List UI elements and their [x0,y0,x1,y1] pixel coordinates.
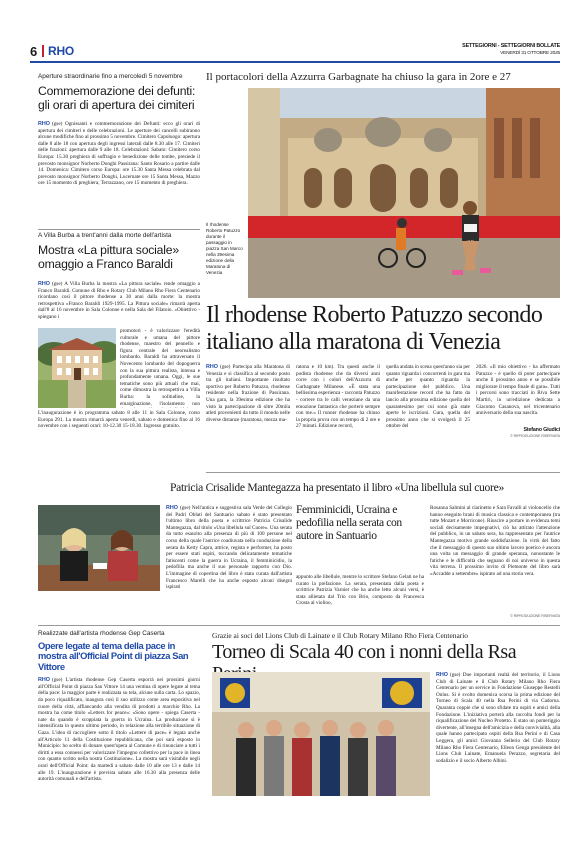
article-body-bottom: L'inaugurazione è in programma sabato 8 alle 11 in Sala Colonne, corso Europa 291. La mostra rimarrà aperta venerdì, sabato e domenica fino al 16 novembre con i seguenti orari: 10-12.30 15-18.30. Ingresso gratuito. [38,410,200,430]
article-peace-exhibition [38,630,200,810]
article-copyright: © RIPRODUZIONE RISERVATA [510,614,560,618]
article-kicker: Aperture straordinarie fino a mercoledì 5 novembre [38,73,183,80]
divider [38,625,560,626]
article-baraldi-exhibition [38,232,200,472]
article-body: RHO (gse) L'artista rhodense Gep Caserta esporrà nei prossimi giorni all'Official Point di piazza San Vittore 14 una ventina di opere legate al tema della pace: la maggior parte è realizzata su tela, alcune sulla carta. Lo spazio, da poco riqualificato, inaugura così il suo utilizzo come area espositiva nel cuore della città, affiancando alla vendita di prodotti a marchio Rho. La mostra ha come titolo «Letters for peace»: «Sono opere - spiega Caserta - nate da quando è scoppiata la guerra in Ucraina. La produzione si è intensificata in questo ultimo periodo, in relazione alla terribile situazione di Gaza. L'idea di raccogliere sotto il titolo «Lettere di pace» è legata anche all'Articolo 11 della Costituzione repubblicana, che poi sarà esposto in Municipio: ho scelto di donare quest'opera al Comune e di rinunciare a tutti i diritti a essa connessi per valorizzare l'impegno collettivo per la pace in linea con quanto scritto nella nostra Costituzione». La mostra sarà visitabile negli orari dell'Official Point: da martedì a sabato dalle 10 alle ore 13 e dalle 14 alle 19. L'inaugurazione è prevista sabato alle 16.30 alla presenza delle autorità comunali e dell'artista. [38,677,200,783]
article-headline: Commemorazione dei defunti: gli orari di apertura dei cimiteri [38,84,196,112]
article-headline: Patricia Crisalide Mantegazza ha presentato il libro «Una libellula sul cuore» [170,481,504,494]
article-col-2b: appunto alle libellule, mentre lo scrittore Stefano Gelati ne ha curato la prefazione. La serata, presentata dalla poeta e scrittrice Patrizia Varnier che ha anche letto alcuni versi, è stata allietata dal Trio con Brio, composto da Francesca Crosta al violino, [296,574,424,607]
article-subheadline: Femminicidi, Ucraina e pedofilia nella serata con autore in Santuario [296,503,402,543]
article-kicker: A Villa Burba a trent'anni dalla morte dell'artista [38,232,172,239]
article-body: RHO (gse) Ognissanti e commemorazione dei Defunti: ecco gli orari di apertura dei cimiteri e delle celebrazioni. Le aperture dei cancelli subiranno alcune modifiche fino al prossimo 5 novembre. Cimitero Capoluogo: apertura dalle 8 alle 18 con apertura degli ingressi laterali dalle 8.30 alle 17. Cimiteri delle frazioni: apertura dalle 9 alle 18. Celebrazioni: Sabato: Cimitero corso Europa: 15.30 preghiera di suffragio e benedizione delle tombe, presiede il prevosto monsignor Norberto Donghi Passirana: Santo Rosario a partire dalle 14. Domenica: Cimitero corso Europa: ore 15.30 Santa Messa celebrata dal prevosto monsignor Norberto Donghi, Lucernate ore 15 Santa Messa, Mazzo ore 15 momento di preghiera, Terrazzano, ore 15 momento di preghiera. [38,121,200,187]
header-rule [30,61,560,63]
article-col-3: quella andata in scena quest'anno sia per quanto riguarda i concorrenti in gara ma anche per quanto riguarda la partecipazione del pubblico. Una manifestazione record che ha fatto da lancio alla prossima edizione quella del quarantesimo per cui sono già state aperte le iscrizioni. Gara, quella del prossimo anno che si svolgerà il 25 ottobre del [386,364,470,430]
photo-caption-box [206,222,246,298]
article-author: Stefano Giudici [523,427,560,433]
article-copyright: © RIPRODUZIONE RISERVATA [510,434,560,438]
article-col-1: RHO (gse) Partecipa alla Maratona di Venezia e si classifica al secondo posto tra gli italiani. Importante risultato sportivo per Roberto Patuzzo, rhodense residente nella frazione di Passirana. Una gara, la 39esima edizione che ha visto la partecipazione di oltre 20mila atleti provenienti da tutto il mondo nelle diverse distanze (maratona, mezza ma- [206,364,290,423]
page-number: 6 [30,44,38,59]
article-kicker: Realizzate dall'artista rhodense Gep Caserta [38,630,165,637]
article-col-4: 2026. «Il mio obiettivo - ha affermato Patuzzo - è quello di poter partecipare anche il prossimo anno e se possibile migliorare il tempo finale di gara». Tutti i percorsi sono tracciati in Riva Sette Martiri, in un'edizione dedicata a Giacomo Casanova, nel tricentenario anniversario della sua nascita. [476,364,560,417]
article-col-1: RHO (gse) Nell'antica e suggestiva sala Verde del Collegio dei Padri Oblati del Santuario sabato è stato presentato l'ultimo libro della poeta e scrittrice Patricia Crisalide Mantegazza, dal titolo «Una libellula sul Cuore». Una serata da tutto esaurito alla presenza di più di 100 persone nel corso della quale l'autrice coadiuvata nella conduzione della serata da Ketty Capra, attrice, regista e performer, ha posto per essere stati ospiti, toccando delicatamente tematiche fatiscenti come la guerra in Ucraina, il femminicidio, la pedofilia ma anche il suo personale rapporto con Dio. L'immagine di copertina del libro è stata curata dall'artista Francesco Marelli che ha anche esposto alcuni disegni ispirati [166,505,292,591]
article-col-2: ratona e 10 km). Tra questi anche il podista rhodense che da diversi anni corre con i colori dell'Azzurra di Garbagnate Milanese. «È stata una bellissima esperienza - racconta Patuzzo - correre tra le calli veneziane da una emozione fantastica che porterò sempre con me.» Il runner rhodense ha chiuso la propria prova con un tempo di 2 ore e 27 minuti. Edizione record, [296,364,380,430]
article-headline: Torneo di Scala 40 con i nonni della Rsa [212,641,517,663]
villa-burba-photo [38,328,116,408]
article-headline: Opere legate al tema della pace in mostra all'Official Point di piazza San Vittore [38,640,189,672]
article-body: RHO (gse) Due importanti realtà del territorio, il Lions Club di Lainate e il Club Rotary Milano Rho Fiera Centenario per un service in Fondazione Giuseppe Restelli Onlus. Si è svolto domenica scorsa la prima edizione del Torneo di Scala 40 nella Rsa Perini di via Cadorna. Quaranta coppie che si sono sfidate tra ospiti e amici della Fondazione. L'iniziativa porterà alla raccolta fondi per la riqualificazione del Nucleo Protetto. E stato un pomeriggio divertente, all'insegna dell'amicizia e della convivialità, alla quale hanno partecipato ospiti della Rsa Perini e di Casa Leggera, gli amici Giovanna Sellerio del Club Rotary Milano Rho Fiera Centenario, Elleon Genga presidente del Lions Club Lainate, Emanuela Perazzo, segretaria del sodalizio e il socio Alberto Albini. [436,672,560,764]
lions-rotary-photo [212,672,430,796]
article-body-side: promotori - è valorizzare l'eredità culturale e umana del pittore rhodense, maestro del pennello e figura centrale del neorealismo lombardo. Baraldi ha attraversato il Novecento lombardo del dopoguerra con la sua pittura realista, intensa e profondamente umana. Oggi, le sue tematiche sono più attuali che mai, come dimostra la retrospettiva a Villa Burba: la solitudine, la emarginazione, l'isolamento non [120,328,200,407]
article-headline: Mostra «La pittura sociale» omaggio a Franco Baraldi [38,243,179,271]
issue-date: VENERDÌ 31 OTTOBRE 2025 [500,51,560,56]
article-cemetery-hours [38,73,200,225]
article-kicker: Il portacolori della Azzurra Garbagnate ha chiuso la gara in 2ore e 27 [206,71,511,83]
article-headline: Il rhodense Roberto Patuzzo secondo italiano alla maratona di Venezia [206,302,543,355]
publication-name: SETTEGIORNI - SETTEGIORNI BOLLATE [462,43,560,49]
page-header [30,42,560,60]
section-bar [42,45,44,57]
article-col-3: Rosanna Salmini al clarinetto e Sara Favalli al violoncello che hanno eseguito brani di musica classica e contemporanea (tra tutte Mozart e Morricone). Riuscire a portare in evidenza temi sociali decisamente impegnativi, ciò ha attirato l'attenzione del pubblico, in un sabato sera, ha rappresentato per l'autrice Mantegazza motivo grande soddisfazione. In virtù del fatto che il messaggio di questo suo ultimo lavoro poetico è ancora una volta un messaggio di grande speranza, nonostante le fatiche e le difficoltà che segnano di noi universo in questa vita terrena. Il prossimo invito di Piemonte del libro sarà «Accadde a settembre» ispirato ad una storia vera. [430,505,560,577]
article-kicker: Grazie ai soci del Lions Club di Lainate e il Club Rotary Milano Rho Fiera Centenario [212,631,468,640]
photo-caption: Il rhodense Roberto Patuzzo durante il passaggio in piazza San Marco nella 39esima edizione della Maratona di Venezia [206,222,243,275]
marathon-photo [248,88,560,298]
divider [38,229,200,230]
divider [206,472,560,473]
section-name: RHO [48,44,75,58]
book-presentation-photo [38,505,160,591]
article-body-top: RHO (gse) A Villa Burba la mostra «La pittura sociale» rende omaggio a Franco Baraldi. Comune di Rho e Rotary Club Milano Rho Fiera Centenario ricordano così il pittore rhodense a 30 anni dalla morte: la mostra retrospettiva «Franco Baraldi 1929-1995. La Pittura sociale» rimarrà aperta dall'8 al 16 novembre in Sala Colonne e nella Sala del Filatoio. «Obiettivo - spiegano i [38,281,200,320]
